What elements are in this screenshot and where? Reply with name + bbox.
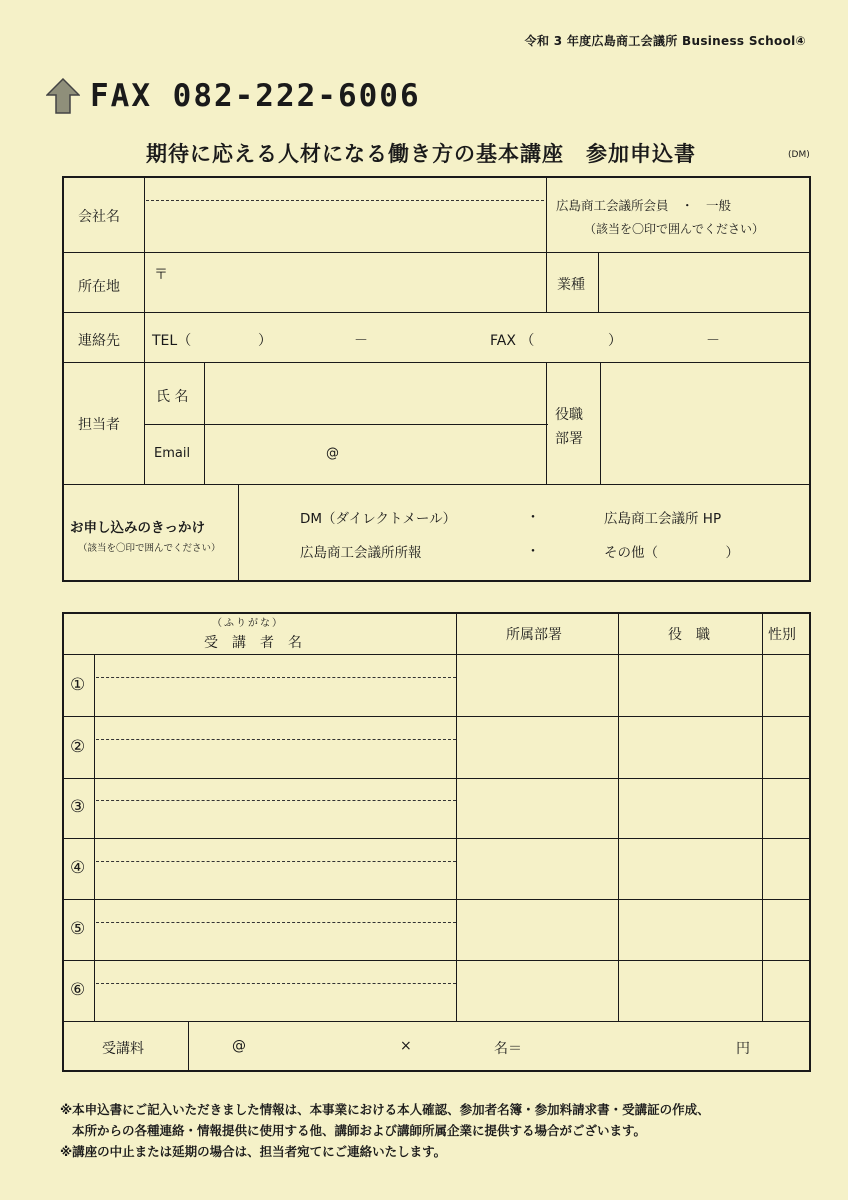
up-arrow-icon <box>46 78 80 114</box>
fee-times: × <box>400 1038 412 1054</box>
company-label: 会社名 <box>78 209 120 225</box>
attendee-row[interactable] <box>96 962 808 1020</box>
membership-note: （該当を〇印で囲んでください） <box>584 222 765 236</box>
privacy-note: ※本申込書にご記入いただきました情報は、本事業における本人確認、参加者名簿・参加料請求書・受講証の作成、 <box>60 1102 710 1117</box>
trigger-note: （該当を〇印で囲んでください） <box>78 543 221 554</box>
name-label: 氏 名 <box>156 389 189 405</box>
company-name-field[interactable] <box>146 202 544 250</box>
contact-label: 連絡先 <box>78 333 120 349</box>
row-number: ⑤ <box>70 919 86 939</box>
trigger-option-dm[interactable]: DM（ダイレクトメール） <box>300 511 457 527</box>
gender-header: 性別 <box>768 627 796 643</box>
attendee-name-header: 受 講 者 名 <box>204 635 302 651</box>
fax-label: FAX （ <box>490 333 535 349</box>
person-label: 担当者 <box>78 417 120 433</box>
row-number: ④ <box>70 858 86 878</box>
row-number: ③ <box>70 797 86 817</box>
dept-label: 部署 <box>555 431 583 447</box>
fee-persons: 名＝ <box>494 1041 522 1057</box>
page-title: 期待に応える人材になる働き方の基本講座 参加申込書 <box>146 142 696 166</box>
email-field[interactable] <box>208 428 542 480</box>
trigger-label: お申し込みのきっかけ <box>70 520 205 536</box>
position-dept-field[interactable] <box>604 366 807 480</box>
row-number: ① <box>70 675 86 695</box>
attendee-row[interactable] <box>96 656 808 715</box>
tel-label: TEL（ <box>152 333 192 349</box>
position-header: 役 職 <box>668 627 710 643</box>
cancellation-note: ※講座の中止または延期の場合は、担当者宛てにご連絡いたします。 <box>60 1144 447 1159</box>
address-field[interactable] <box>170 256 544 310</box>
fee-yen: 円 <box>736 1041 750 1057</box>
attendee-row[interactable] <box>96 901 808 959</box>
tel-field[interactable] <box>196 318 456 358</box>
address-label: 所在地 <box>78 279 120 295</box>
industry-field[interactable] <box>602 256 807 310</box>
fax-close: ） <box>608 333 622 349</box>
fax-number: FAX 082-222-6006 <box>90 78 421 114</box>
fax-dash: － <box>706 333 720 349</box>
row-number: ② <box>70 737 86 757</box>
tel-close: ） <box>258 333 272 349</box>
attendee-row[interactable] <box>96 780 808 837</box>
fee-field[interactable] <box>192 1024 804 1068</box>
position-label: 役職 <box>555 407 583 423</box>
email-label: Email <box>154 446 191 461</box>
attendee-row[interactable] <box>96 718 808 777</box>
industry-label: 業種 <box>557 277 585 293</box>
document-note: 令和 3 年度広島商工会議所 Business School④ <box>524 34 806 48</box>
dept-header: 所属部署 <box>506 627 562 643</box>
trigger-option-other[interactable]: その他（ ） <box>604 545 739 561</box>
tel-dash: － <box>354 333 368 349</box>
furigana-header: （ふりがな） <box>212 618 284 629</box>
trigger-option-hp[interactable]: 広島商工会議所 HP <box>604 511 722 527</box>
fee-at: @ <box>232 1038 246 1054</box>
privacy-note-continued: 本所からの各種連絡・情報提供に使用する他、講師および講師所属企業に提供する場合がございます。 <box>72 1123 647 1138</box>
fax-number-row <box>46 78 421 114</box>
email-at: @ <box>326 446 339 461</box>
trigger-separator: ・ <box>526 544 540 560</box>
person-name-field[interactable] <box>208 366 542 420</box>
attendee-row[interactable] <box>96 840 808 898</box>
postal-mark: 〒 <box>154 267 168 283</box>
trigger-separator: ・ <box>526 510 540 526</box>
fee-label: 受講料 <box>102 1041 144 1057</box>
trigger-option-bulletin[interactable]: 広島商工会議所所報 <box>300 545 422 561</box>
membership-options[interactable]: 広島商工会議所会員 ・ 一般 <box>556 198 732 213</box>
row-number: ⑥ <box>70 980 86 1000</box>
fax-field[interactable] <box>544 318 804 358</box>
dm-mark: (DM) <box>788 150 810 160</box>
